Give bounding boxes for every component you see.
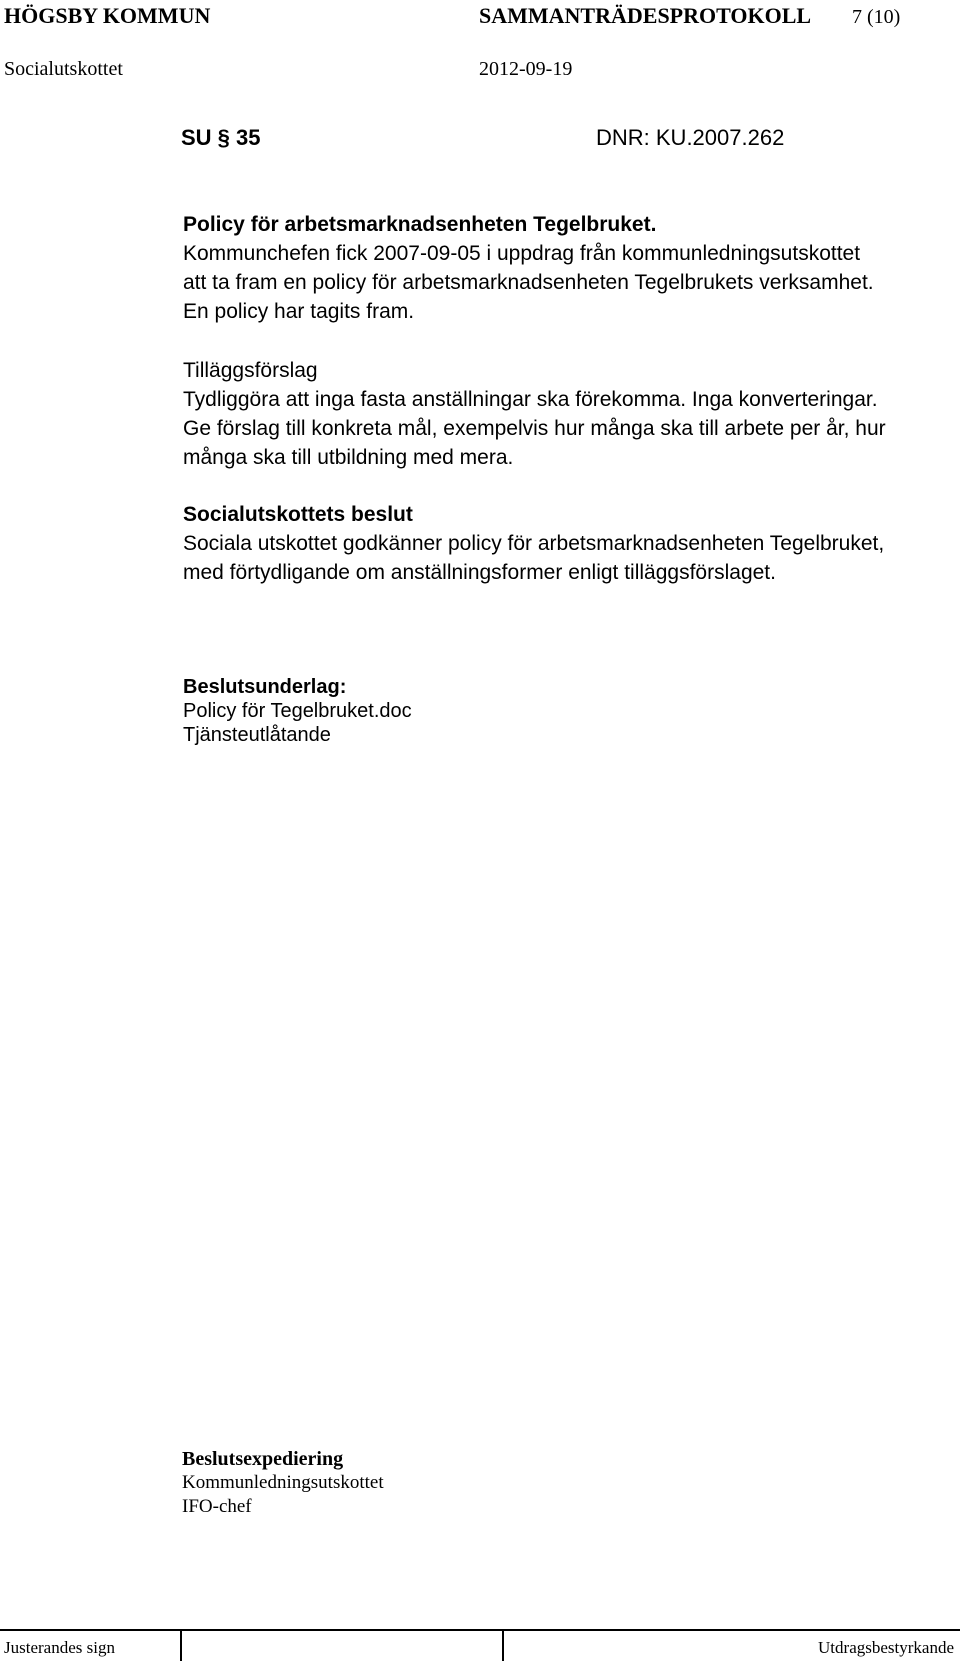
footer-signature-label: Justerandes sign (4, 1638, 115, 1657)
distribution-item: Kommunledningsutskottet (182, 1472, 384, 1493)
decision-heading: Socialutskottets beslut (183, 503, 413, 526)
policy-title: Policy för arbetsmarknadsenheten Tegelbruket. (183, 213, 657, 236)
meeting-date: 2012-09-19 (479, 58, 573, 80)
tillagg-line: Ge förslag till konkreta mål, exempelvis hur många ska till arbete per år, hur (183, 417, 886, 440)
page-number: 7 (10) (852, 6, 901, 28)
decision-basis-section (183, 675, 412, 747)
distribution-section (182, 1447, 384, 1519)
distribution-item: IFO-chef (182, 1496, 252, 1517)
footer-divider (180, 1631, 182, 1661)
document-type: SAMMANTRÄDESPROTOKOLL (479, 3, 812, 28)
decision-basis-item: Tjänsteutlåtande (183, 724, 331, 746)
decision-basis-item: Policy för Tegelbruket.doc (183, 700, 412, 722)
policy-line: Kommunchefen fick 2007-09-05 i uppdrag från kommunledningsutskottet (183, 242, 861, 265)
distribution-heading: Beslutsexpediering (182, 1448, 344, 1470)
diary-number: DNR: KU.2007.262 (596, 125, 785, 150)
policy-line: att ta fram en policy för arbetsmarknadsenheten Tegelbrukets verksamhet. (183, 271, 874, 294)
policy-line: En policy har tagits fram. (183, 300, 415, 323)
decision-section (183, 500, 953, 587)
policy-section (183, 210, 953, 326)
tillagg-line: Tydliggöra att inga fasta anställningar ska förekomma. Inga konverteringar. (183, 388, 878, 411)
decision-line: med förtydligande om anställningsformer enligt tilläggsförslaget. (183, 561, 776, 584)
footer-certification-label: Utdragsbestyrkande (818, 1638, 954, 1657)
decision-line: Sociala utskottet godkänner policy för arbetsmarknadsenheten Tegelbruket, (183, 532, 885, 555)
footer-rule (0, 1629, 960, 1631)
paragraph-number: SU § 35 (181, 125, 261, 150)
committee-name: Socialutskottet (4, 58, 123, 80)
tillagg-line: många ska till utbildning med mera. (183, 446, 514, 469)
decision-basis-heading: Beslutsunderlag: (183, 676, 347, 698)
tillagg-heading: Tilläggsförslag (183, 359, 318, 382)
tillagg-section (183, 356, 953, 472)
footer-divider (502, 1631, 504, 1661)
municipality-name: HÖGSBY KOMMUN (4, 3, 211, 28)
